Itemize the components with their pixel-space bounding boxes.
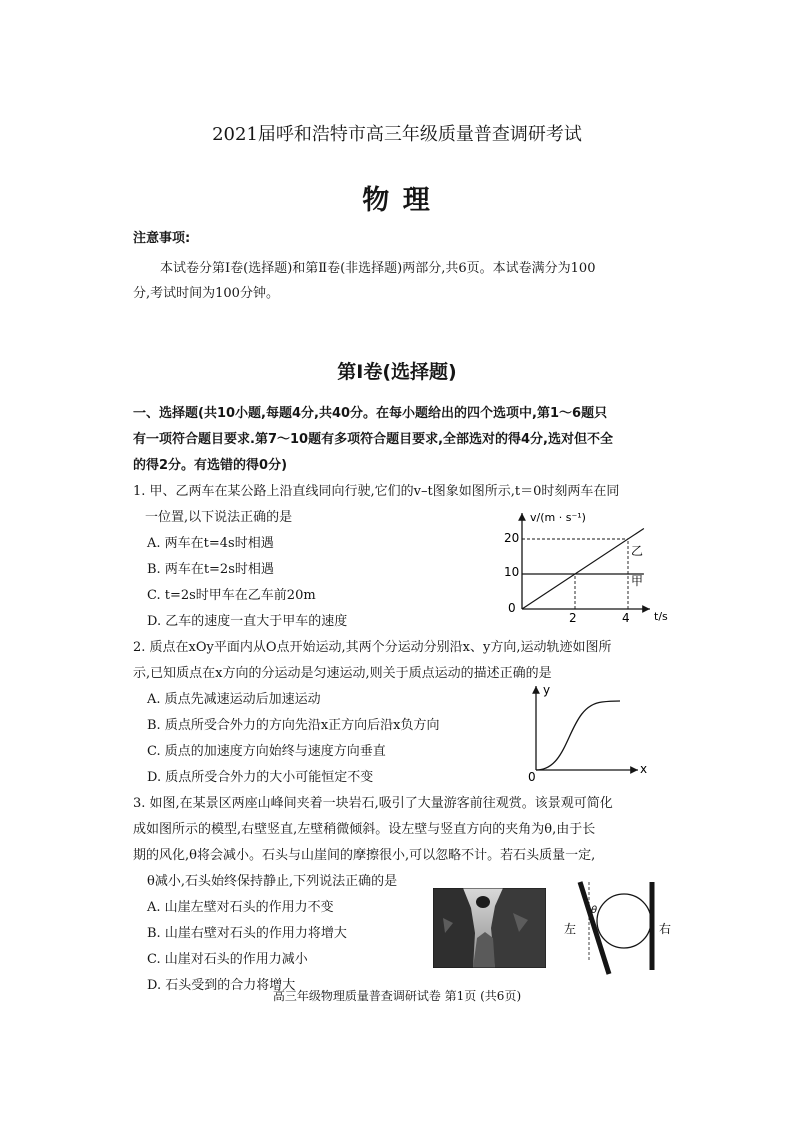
series-yi-label: 乙 bbox=[631, 544, 644, 558]
q3-option-a: A. 山崖左壁对石头的作用力不变 bbox=[147, 900, 334, 915]
exam-title: 2021届呼和浩特市高三年级质量普查调研考试 bbox=[212, 124, 582, 145]
wedged-rock-icon bbox=[476, 896, 490, 908]
vt-graph bbox=[500, 505, 690, 630]
left-wall bbox=[580, 882, 609, 974]
q1-stem-2: 一位置,以下说法正确的是 bbox=[145, 510, 293, 525]
q3-stem-3: 期的风化,θ将会减小。石头与山崖间的摩擦很小,可以忽略不计。若石头质量一定, bbox=[133, 848, 596, 863]
subject-title: 物 理 bbox=[362, 185, 432, 216]
q2-option-d: D. 质点所受合外力的大小可能恒定不变 bbox=[147, 770, 374, 785]
vt-origin: 0 bbox=[508, 601, 516, 615]
traj-x-label: x bbox=[640, 762, 648, 776]
vt-y-label: v/(m · s⁻¹) bbox=[530, 511, 586, 524]
vt-tick-10: 10 bbox=[504, 565, 520, 579]
q3-option-d: D. 石头受到的合力将增大 bbox=[147, 978, 296, 993]
q2-stem-1: 2. 质点在xOy平面内从O点开始运动,其两个分运动分别沿x、y方向,运动轨迹如图所 bbox=[133, 640, 612, 655]
series-yi-line bbox=[522, 529, 644, 610]
traj-y-label: y bbox=[543, 683, 551, 697]
left-wall-label: 左 bbox=[564, 922, 577, 936]
q1-option-a: A. 两车在t=4s时相遇 bbox=[147, 536, 274, 551]
trajectory-curve bbox=[536, 701, 620, 770]
traj-origin: 0 bbox=[528, 770, 536, 784]
right-wall-label: 右 bbox=[659, 922, 672, 936]
q2-option-a: A. 质点先减速运动后加速运动 bbox=[147, 692, 321, 707]
instructions-line-1: 一、选择题(共10小题,每题4分,共40分。在每小题给出的四个选项中,第1～6题只 bbox=[133, 406, 608, 421]
notice-line-2: 分,考试时间为100分钟。 bbox=[133, 286, 279, 301]
scenic-photo bbox=[433, 888, 546, 968]
notice-heading: 注意事项: bbox=[133, 231, 191, 246]
vt-tick-t4: 4 bbox=[622, 611, 630, 625]
q1-stem-1: 1. 甲、乙两车在某公路上沿直线同向行驶,它们的v–t图象如图所示,t＝0时刻两车在同 bbox=[133, 484, 620, 499]
rock-circle bbox=[597, 894, 651, 948]
q3-stem-1: 3. 如图,在某景区两座山峰间夹着一块岩石,吸引了大量游客前往观赏。该景观可简化 bbox=[133, 796, 613, 811]
trajectory-graph bbox=[520, 680, 655, 785]
q2-option-c: C. 质点的加速度方向始终与速度方向垂直 bbox=[147, 744, 386, 759]
q2-stem-2: 示,已知质点在x方向的分运动是匀速运动,则关于质点运动的描述正确的是 bbox=[133, 666, 552, 681]
instructions-line-2: 有一项符合题目要求.第7～10题有多项符合题目要求,全部选对的得4分,选对但不全 bbox=[133, 432, 613, 447]
q1-option-b: B. 两车在t=2s时相遇 bbox=[147, 562, 274, 577]
instructions-line-3: 的得2分。有选错的得0分) bbox=[133, 458, 288, 473]
q1-option-d: D. 乙车的速度一直大于甲车的速度 bbox=[147, 614, 348, 629]
page-footer: 高三年级物理质量普查调研试卷 第1页 (共6页) bbox=[272, 989, 522, 1003]
section-title: 第Ⅰ卷(选择题) bbox=[337, 361, 457, 383]
q3-stem-2: 成如图所示的模型,右壁竖直,左壁稍微倾斜。设左壁与竖直方向的夹角为θ,由于长 bbox=[133, 822, 596, 837]
vt-tick-t2: 2 bbox=[569, 611, 577, 625]
q3-option-c: C. 山崖对石头的作用力减小 bbox=[147, 952, 308, 967]
vt-x-label: t/s bbox=[654, 610, 668, 623]
series-jia-label: 甲 bbox=[631, 574, 644, 588]
q3-stem-4: θ减小,石头始终保持静止,下列说法正确的是 bbox=[147, 874, 398, 889]
vt-tick-20: 20 bbox=[504, 531, 520, 545]
q3-option-b: B. 山崖右壁对石头的作用力将增大 bbox=[147, 926, 347, 941]
theta-label: θ bbox=[591, 905, 598, 916]
notice-line-1: 本试卷分第Ⅰ卷(选择题)和第Ⅱ卷(非选择题)两部分,共6页。本试卷满分为100 bbox=[160, 261, 596, 276]
q1-option-c: C. t=2s时甲车在乙车前20m bbox=[147, 588, 316, 603]
q2-option-b: B. 质点所受合外力的方向先沿x正方向后沿x负方向 bbox=[147, 718, 440, 733]
wall-model-diagram bbox=[560, 878, 690, 978]
